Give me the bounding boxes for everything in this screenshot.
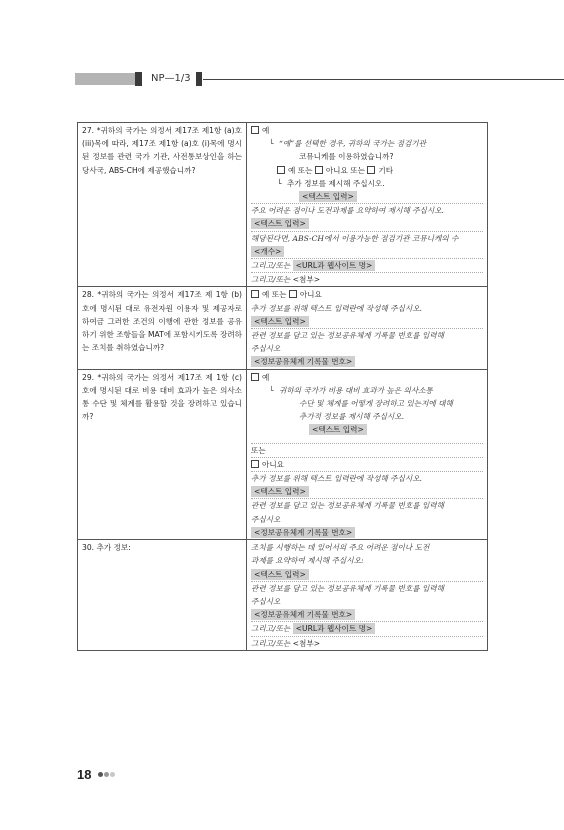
option-label: 기타 — [378, 165, 394, 175]
url-input-placeholder[interactable]: <URL과 웹사이트 명> — [293, 260, 376, 271]
header-rule — [203, 79, 564, 80]
text-input-placeholder[interactable]: <텍스트 입력> — [299, 191, 357, 202]
sub-prompt-cont: 수단 및 체계를 어떻게 장려하고 있는지에 대해 — [299, 399, 453, 409]
record-number-placeholder[interactable]: <정보공유체계 기록물 번호> — [251, 527, 355, 538]
challenges-prompt-cont: 과제를 요약하여 제시해 주십시오: — [251, 556, 364, 566]
question-cell-q28 — [78, 287, 247, 369]
footer-dot-3 — [110, 772, 115, 777]
corner-arrow-icon: └ — [277, 178, 282, 188]
url-input-placeholder[interactable]: <URL과 웹사이트 명> — [293, 623, 376, 634]
table-row-q27 — [78, 123, 488, 287]
footer-dot-2 — [104, 772, 109, 777]
option-label: 아니요 — [262, 459, 285, 469]
question-text-q27: 27. *귀하의 국가는 의정서 제17조 제1항 (a)호 (iii)목에 따라, 제17조 제1항 (a)호 (i)목에 명시된 정보를 관련 국가 기관, 사전통보상인을 하는 당사국, ABS-CH에 제공했습니까? — [82, 126, 242, 175]
record-prompt: 관련 정보를 담고 있는 정보공유체계 기록물 번호를 입력해 — [251, 498, 483, 512]
table-row-q30 — [78, 540, 488, 651]
option-label: 아니요 또는 — [325, 165, 365, 175]
answer-cell-q27 — [247, 123, 488, 287]
table-row-q29 — [78, 369, 488, 539]
checkbox-sub-other[interactable] — [367, 166, 375, 174]
checkbox-yes[interactable] — [251, 290, 259, 298]
sub-question: “예”를 선택한 경우, 귀하의 국가는 점검기관 — [279, 139, 426, 149]
option-label: 아니요 — [299, 290, 322, 300]
answer-cell-q30 — [247, 540, 488, 651]
checkbox-yes[interactable] — [251, 126, 259, 134]
text-input-placeholder[interactable]: <텍스트 입력> — [251, 316, 309, 327]
text-input-placeholder[interactable]: <텍스트 입력> — [251, 218, 309, 229]
record-prompt-cont: 주십시오 — [251, 514, 281, 524]
challenges-prompt: 조치를 시행하는 데 있어서의 주요 어려운 점이나 도전 — [251, 543, 430, 553]
corner-arrow-icon: └ — [269, 139, 274, 149]
record-number-placeholder[interactable]: <정보공유체계 기록물 번호> — [251, 356, 355, 367]
questionnaire-table — [77, 122, 488, 651]
and-or-label: 그리고/또는 — [251, 624, 291, 634]
checkbox-sub-yes[interactable] — [277, 166, 285, 174]
attachment-placeholder[interactable]: <첨부> — [292, 275, 321, 285]
checkbox-yes[interactable] — [251, 373, 259, 381]
question-cell-q30 — [78, 540, 247, 651]
checkbox-no[interactable] — [251, 460, 259, 468]
and-or-label: 그리고/또는 — [251, 638, 291, 648]
option-label: 예 또는 — [262, 290, 287, 300]
record-prompt-cont: 주십시오 — [251, 596, 281, 606]
question-cell-q27 — [78, 123, 247, 287]
text-input-placeholder[interactable]: <텍스트 입력> — [251, 569, 309, 580]
count-input-placeholder[interactable]: <개수> — [251, 246, 284, 257]
page-header — [75, 72, 495, 88]
question-text-q28: 28. *귀하의 국가는 의정서 제17조 제 1항 (b)호에 명시된 대로 유전자원 이용자 및 제공자로 하여금 그러한 조건의 이행에 관한 정보를 공유하기 위한 조항들을 MAT에 포함시키도록 장려하는 조치를 취하였습니까? — [82, 290, 242, 353]
header-dark-tick-right — [196, 72, 202, 86]
option-label: 예 또는 — [288, 165, 313, 175]
header-grey-bar — [75, 73, 135, 85]
attachment-placeholder[interactable]: <첨부> — [292, 638, 321, 648]
checkbox-sub-no[interactable] — [315, 166, 323, 174]
table-row-q28 — [78, 287, 488, 369]
answer-cell-q29 — [247, 369, 488, 539]
count-prompt: 해당된다면, ABS-CH에서 이용가능한 점검기관 코뮤니케의 수 — [251, 231, 483, 245]
answer-cell-q28 — [247, 287, 488, 369]
question-text-q29: 29. *귀하의 국가는 의정서 제17조 제 1항 (c)호에 명시된 대로 비용 대비 효과가 높은 의사소통 수단 및 체계를 활용할 것을 장려하고 있습니까? — [82, 372, 242, 422]
and-or-label: 그리고/또는 — [251, 261, 291, 271]
sub-prompt-cont: 추가적 정보를 제시해 주십시오. — [299, 412, 405, 422]
sub-prompt: 귀하의 국가가 비용 대비 효과가 높은 의사소통 — [279, 385, 433, 395]
record-prompt: 관련 정보를 담고 있는 정보공유체계 기록물 번호를 입력해 — [251, 581, 483, 595]
page-number: 18 — [77, 767, 92, 782]
and-or-label: 그리고/또는 — [251, 275, 291, 285]
text-input-placeholder[interactable]: <텍스트 입력> — [309, 424, 367, 435]
text-input-placeholder[interactable]: <텍스트 입력> — [251, 486, 309, 497]
add-info-prompt: 추가 정보를 위해 텍스트 입력란에 작성해 주십시오. — [251, 303, 422, 313]
document-code: NP—1/3 — [151, 73, 191, 84]
header-dark-tick — [135, 72, 142, 86]
sub-question-cont: 코뮤니케를 이용하였습니까? — [299, 152, 394, 162]
page-footer — [77, 764, 115, 784]
question-cell-q29 — [78, 369, 247, 539]
challenges-prompt: 주요 어려운 점이나 도전과제를 요약하여 제시해 주십시오. — [251, 203, 483, 217]
corner-arrow-icon: └ — [269, 385, 274, 395]
record-prompt-cont: 주십시오 — [251, 344, 281, 354]
checkbox-no[interactable] — [289, 290, 297, 298]
record-prompt: 관련 정보를 담고 있는 정보공유체계 기록물 번호를 입력해 — [251, 328, 483, 342]
or-label: 또는 — [251, 443, 483, 457]
option-label: 예 — [262, 126, 270, 135]
add-info-prompt: 추가 정보를 제시해 주십시오. — [287, 178, 385, 188]
record-number-placeholder[interactable]: <정보공유체계 기록물 번호> — [251, 609, 355, 620]
option-label: 예 — [262, 372, 270, 382]
footer-dot-1 — [98, 772, 103, 777]
question-text-q30: 30. 추가 정보: — [82, 543, 131, 553]
add-info-prompt: 추가 정보를 위해 텍스트 입력란에 작성해 주십시오. — [251, 471, 483, 485]
